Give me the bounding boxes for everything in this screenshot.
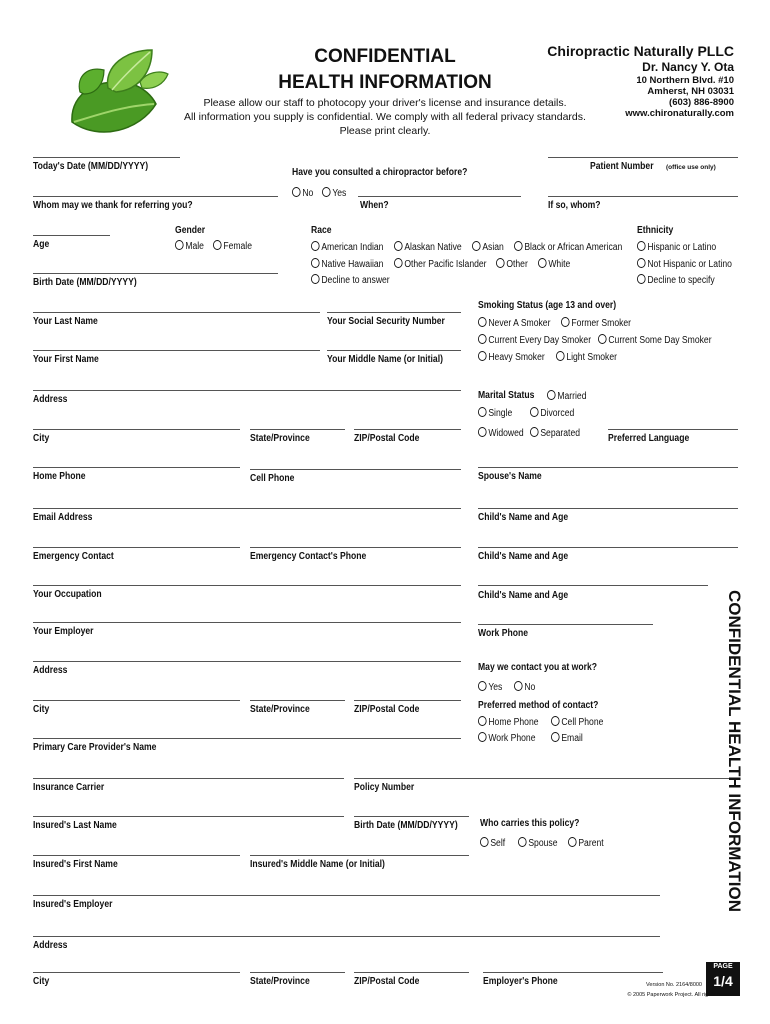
office-use-label: (office use only) (666, 164, 716, 171)
address-label: Address (33, 394, 68, 405)
contact-work-label: May we contact you at work? (478, 662, 598, 673)
age-field[interactable] (33, 235, 110, 236)
doctor-name: Dr. Nancy Y. Ota (642, 60, 734, 74)
practice-name: Chiropractic Naturally PLLC (547, 43, 734, 59)
race-other-radio[interactable]: Other (496, 258, 528, 270)
child2-field[interactable] (478, 547, 738, 548)
marital-label: Marital Status (478, 390, 535, 401)
race-alaskan-native-radio[interactable]: Alaskan Native (394, 241, 462, 253)
ins-carrier-label: Insurance Carrier (33, 782, 105, 793)
race-black-radio[interactable]: Black or African American (514, 241, 622, 253)
practice-website: www.chironaturally.com (625, 108, 734, 119)
ins-employer-label: Insured's Employer (33, 899, 113, 910)
ethnicity-decline-radio[interactable]: Decline to specify (637, 274, 715, 286)
last-name-field[interactable] (33, 312, 320, 313)
employer-city-field[interactable] (33, 700, 240, 701)
city-label: City (33, 433, 50, 444)
employer-label: Your Employer (33, 626, 94, 637)
emergency-phone-field[interactable] (250, 547, 461, 548)
gender-female-radio[interactable]: Female (213, 240, 252, 252)
carrier-spouse-radio[interactable]: Spouse (518, 837, 557, 849)
employer-city-label: City (33, 704, 50, 715)
side-title: CONFIDENTIAL HEALTH INFORMATION (725, 590, 744, 913)
ethnicity-not-hispanic-radio[interactable]: Not Hispanic or Latino (637, 258, 732, 270)
contact-work-yes-radio[interactable]: Yes (478, 681, 502, 693)
contact-work-phone-radio[interactable]: Work Phone (478, 732, 535, 744)
leaf-logo-icon (60, 44, 170, 146)
contact-work-no-radio[interactable]: No (514, 681, 535, 693)
smoking-label: Smoking Status (age 13 and over) (478, 300, 617, 311)
last-name-label: Your Last Name (33, 316, 98, 327)
child2-label: Child's Name and Age (478, 551, 569, 562)
race-american-indian-radio[interactable]: American Indian (311, 241, 383, 253)
ethnicity-hispanic-radio[interactable]: Hispanic or Latino (637, 241, 716, 253)
employer-field[interactable] (33, 622, 461, 623)
child3-field[interactable] (478, 585, 708, 586)
practice-address1: 10 Northern Blvd. #10 (636, 75, 734, 86)
cell-phone-field[interactable] (250, 469, 461, 470)
patient-number-label: Patient Number (590, 161, 654, 172)
ins-address-field[interactable] (33, 936, 660, 937)
consulted-yes-radio[interactable]: Yes (322, 187, 346, 199)
state-field[interactable] (250, 429, 345, 430)
emergency-field[interactable] (33, 547, 240, 548)
carrier-parent-radio[interactable]: Parent (568, 837, 604, 849)
pref-contact-label: Preferred method of contact? (478, 700, 599, 711)
when-label: When? (360, 200, 389, 211)
child3-label: Child's Name and Age (478, 590, 569, 601)
patient-number-field[interactable] (548, 157, 738, 158)
marital-single-radio[interactable]: Single (478, 407, 512, 419)
ins-state-label: State/Province (250, 976, 310, 987)
race-white-radio[interactable]: White (538, 258, 570, 270)
employer-state-label: State/Province (250, 704, 310, 715)
ins-middle-label: Insured's Middle Name (or Initial) (250, 859, 385, 870)
ins-birth-field[interactable] (354, 816, 469, 817)
employer-address-field[interactable] (33, 661, 461, 662)
referral-field[interactable] (33, 196, 278, 197)
ins-last-label: Insured's Last Name (33, 820, 117, 831)
referral-label: Whom may we thank for referring you? (33, 200, 193, 211)
employer-address-label: Address (33, 665, 68, 676)
pcp-label: Primary Care Provider's Name (33, 742, 157, 753)
employer-phone-label: Employer's Phone (483, 976, 558, 987)
middle-name-label: Your Middle Name (or Initial) (327, 354, 443, 365)
ssn-field[interactable] (327, 312, 461, 313)
page-title: CONFIDENTIAL HEALTH INFORMATION (278, 46, 492, 93)
ethnicity-label: Ethnicity (637, 225, 674, 236)
policy-number-label: Policy Number (354, 782, 415, 793)
first-name-field[interactable] (33, 350, 320, 351)
employer-state-field[interactable] (250, 700, 345, 701)
age-label: Age (33, 239, 50, 250)
emergency-phone-label: Emergency Contact's Phone (250, 551, 367, 562)
smoking-former-radio[interactable]: Former Smoker (561, 317, 631, 329)
pref-lang-label: Preferred Language (608, 433, 690, 444)
when-field[interactable] (358, 196, 521, 197)
occupation-field[interactable] (33, 585, 461, 586)
consulted-label: Have you consulted a chiropractor before? (292, 167, 468, 178)
consulted-no-radio[interactable]: No (292, 187, 313, 199)
practice-address2: Amherst, NH 03031 (647, 86, 734, 97)
smoking-heavy-radio[interactable]: Heavy Smoker (478, 351, 545, 363)
emergency-label: Emergency Contact (33, 551, 114, 562)
pcp-field[interactable] (33, 738, 461, 739)
smoking-light-radio[interactable]: Light Smoker (556, 351, 617, 363)
middle-name-field[interactable] (327, 350, 461, 351)
gender-male-radio[interactable]: Male (175, 240, 204, 252)
practice-phone: (603) 886-8900 (669, 97, 734, 108)
cell-phone-label: Cell Phone (250, 473, 295, 484)
marital-married-radio[interactable]: Married (547, 390, 586, 402)
ins-city-field[interactable] (33, 972, 240, 973)
page-indicator: PAGE 1/4 (706, 962, 740, 996)
first-name-label: Your First Name (33, 354, 99, 365)
ins-middle-field[interactable] (250, 855, 469, 856)
copyright-label: © 2005 Paperwork Project. All rights reserved. (627, 992, 740, 998)
if-so-whom-label: If so, whom? (548, 200, 601, 211)
ins-first-label: Insured's First Name (33, 859, 118, 870)
race-label: Race (311, 225, 332, 236)
instructions: Please allow our staff to photocopy your driver's license and insurance details. All information you supply is confidential. We comply with all federal privacy standards. Please print clearly. (184, 97, 586, 137)
home-phone-label: Home Phone (33, 471, 86, 482)
employer-phone-field[interactable] (483, 972, 663, 973)
contact-home-phone-radio[interactable]: Home Phone (478, 716, 539, 728)
version-label: Version No. 2164/8000 (646, 982, 702, 988)
work-phone-field[interactable] (478, 624, 653, 625)
contact-cell-phone-radio[interactable]: Cell Phone (551, 716, 603, 728)
contact-email-radio[interactable]: Email (551, 732, 583, 744)
employer-zip-field[interactable] (354, 700, 461, 701)
ssn-label: Your Social Security Number (327, 316, 445, 327)
ins-employer-field[interactable] (33, 895, 660, 896)
ins-carrier-field[interactable] (33, 778, 344, 779)
todays-date-field[interactable] (33, 157, 180, 158)
pref-lang-field[interactable] (608, 429, 738, 430)
if-so-whom-field[interactable] (548, 196, 738, 197)
ins-birth-label: Birth Date (MM/DD/YYYY) (354, 820, 458, 831)
ins-city-label: City (33, 976, 50, 987)
address-field[interactable] (33, 390, 461, 391)
race-pacific-islander-radio[interactable]: Other Pacific Islander (394, 258, 487, 270)
ins-first-field[interactable] (33, 855, 240, 856)
ins-last-field[interactable] (33, 816, 344, 817)
gender-label: Gender (175, 225, 206, 236)
ins-zip-label: ZIP/Postal Code (354, 976, 420, 987)
email-label: Email Address (33, 512, 93, 523)
who-carries-label: Who carries this policy? (480, 818, 580, 829)
employer-zip-label: ZIP/Postal Code (354, 704, 420, 715)
occupation-label: Your Occupation (33, 589, 102, 600)
work-phone-label: Work Phone (478, 628, 529, 639)
email-field[interactable] (33, 508, 461, 509)
race-native-hawaiian-radio[interactable]: Native Hawaiian (311, 258, 383, 270)
smoking-every-day-radio[interactable]: Current Every Day Smoker (478, 334, 591, 346)
ins-zip-field[interactable] (354, 972, 469, 973)
zip-field[interactable] (354, 429, 461, 430)
zip-label: ZIP/Postal Code (354, 433, 420, 444)
smoking-some-day-radio[interactable]: Current Some Day Smoker (598, 334, 712, 346)
birth-date-label: Birth Date (MM/DD/YYYY) (33, 277, 137, 288)
todays-date-label: Today's Date (MM/DD/YYYY) (33, 161, 149, 172)
ins-state-field[interactable] (250, 972, 345, 973)
spouse-field[interactable] (478, 467, 738, 468)
city-field[interactable] (33, 429, 240, 430)
race-decline-radio[interactable]: Decline to answer (311, 274, 390, 286)
marital-separated-radio[interactable]: Separated (530, 427, 580, 439)
policy-number-field[interactable] (354, 778, 738, 779)
spouse-label: Spouse's Name (478, 471, 542, 482)
birth-date-field[interactable] (33, 273, 278, 274)
marital-widowed-radio[interactable]: Widowed (478, 427, 524, 439)
carrier-self-radio[interactable]: Self (480, 837, 505, 849)
child1-field[interactable] (478, 508, 738, 509)
ins-address-label: Address (33, 940, 68, 951)
marital-divorced-radio[interactable]: Divorced (530, 407, 574, 419)
state-label: State/Province (250, 433, 310, 444)
race-asian-radio[interactable]: Asian (472, 241, 504, 253)
home-phone-field[interactable] (33, 467, 240, 468)
smoking-never-radio[interactable]: Never A Smoker (478, 317, 550, 329)
child1-label: Child's Name and Age (478, 512, 569, 523)
